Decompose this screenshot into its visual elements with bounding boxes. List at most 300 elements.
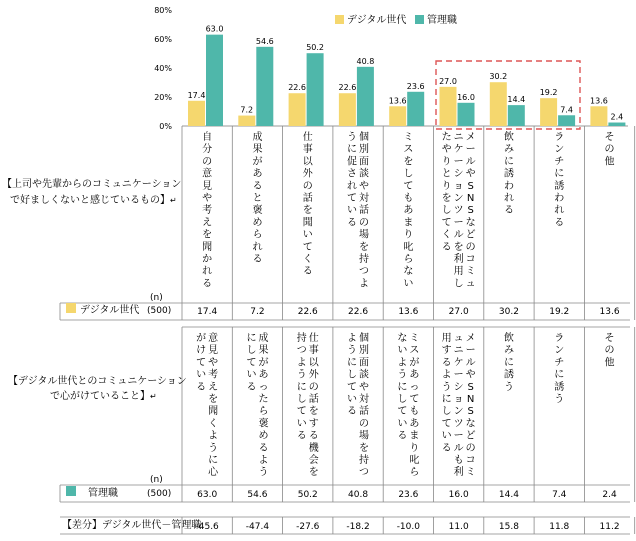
category-label-digital: 成 — [252, 132, 263, 143]
category-label-manager: 談 — [359, 369, 370, 381]
category-label-manager: る — [258, 442, 269, 454]
category-label-manager: み — [503, 345, 514, 357]
category-label-digital: 対 — [359, 193, 370, 204]
category-label-manager: る — [308, 430, 319, 442]
diff-row-value: -45.6 — [195, 522, 219, 532]
digital-row-value: 7.2 — [250, 307, 265, 317]
bar-manager — [256, 47, 273, 126]
category-label-digital: ミ — [403, 132, 414, 143]
category-label-digital: ル — [453, 229, 464, 241]
bar-manager — [458, 103, 475, 126]
category-label-digital: る — [347, 217, 358, 229]
category-label-manager: や — [465, 369, 476, 381]
category-label-manager: を — [208, 394, 219, 405]
category-label-digital: る — [503, 205, 514, 217]
manager-row-value: 40.8 — [348, 490, 369, 500]
category-label-digital: ン — [554, 144, 565, 156]
digital-row-n: (500) — [147, 306, 172, 316]
category-label-digital: り — [403, 229, 414, 241]
category-label-manager: ン — [453, 406, 464, 418]
category-label-digital: れ — [554, 205, 565, 217]
category-label-manager: 個 — [359, 333, 370, 344]
category-label-manager: ー — [453, 430, 464, 442]
manager-row-label: 管理職 — [88, 488, 118, 499]
digital-row-value: 13.6 — [599, 307, 620, 317]
manager-row-value: 63.0 — [197, 490, 218, 500]
manager-row-value: 16.0 — [448, 490, 469, 500]
bar-digital — [238, 116, 255, 126]
category-label-manager: あ — [258, 369, 269, 381]
category-label-digital: み — [503, 144, 514, 156]
category-label-digital: 話 — [302, 193, 313, 204]
category-label-manager: が — [196, 333, 207, 344]
category-label-digital: と — [441, 168, 452, 180]
category-label-digital: 褒 — [252, 205, 263, 217]
category-label-manager: あ — [409, 369, 420, 381]
category-label-manager: N — [466, 394, 475, 405]
category-label-digital: N — [466, 193, 475, 204]
category-label-manager: に — [554, 369, 565, 381]
category-label-manager: 以 — [308, 357, 319, 369]
category-label-digital: 個 — [359, 132, 370, 143]
section1-title-line1: 【上司や先輩からのコミュニケーション — [2, 179, 182, 190]
category-label-manager: に — [296, 381, 307, 393]
category-label-digital: 外 — [302, 168, 313, 180]
y-tick-label: 20% — [154, 93, 172, 102]
manager-row-n: (500) — [147, 489, 172, 499]
category-label-digital: な — [465, 217, 476, 229]
y-tick-label: 60% — [154, 35, 172, 44]
category-label-digital: ミ — [465, 266, 476, 278]
category-label-manager: 心 — [208, 467, 219, 479]
category-label-digital: る — [252, 254, 263, 265]
bar-label-digital: 17.4 — [187, 90, 206, 100]
diff-row-label: 【差分】デジタル世代－管理職 — [62, 520, 202, 531]
category-label-manager: す — [441, 345, 452, 357]
category-label-digital: 叱 — [403, 241, 414, 253]
category-label-digital: 談 — [359, 168, 370, 180]
digital-row-value: 13.6 — [398, 307, 419, 317]
category-label-manager: ル — [465, 357, 476, 369]
category-label-manager: 成 — [258, 333, 269, 344]
category-label-digital: め — [252, 217, 263, 229]
category-label-digital: 話 — [359, 205, 370, 217]
category-label-manager: 誘 — [554, 381, 565, 393]
manager-row-values — [197, 490, 617, 500]
category-label-manager: う — [208, 442, 219, 454]
category-label-manager: て — [397, 406, 408, 418]
category-label-manager: て — [347, 381, 358, 393]
category-label-digital: が — [252, 156, 263, 168]
category-label-digital: 面 — [359, 156, 370, 168]
manager-row-value: 23.6 — [398, 490, 419, 500]
category-label-manager: し — [397, 394, 408, 405]
category-label-manager: り — [409, 442, 420, 454]
category-label-manager: ラ — [554, 333, 565, 344]
category-label-manager: う — [296, 369, 307, 381]
category-label-digital: シ — [453, 168, 464, 180]
bar-label-digital: 22.6 — [338, 83, 357, 93]
category-label-digital: そ — [604, 132, 615, 143]
category-label-digital: る — [202, 278, 213, 290]
category-label-manager: て — [409, 394, 420, 405]
category-label-digital: る — [441, 241, 452, 253]
category-label-manager: 聞 — [208, 406, 219, 418]
category-label-digital: ツ — [453, 205, 464, 217]
category-label-digital: ョ — [453, 180, 464, 192]
category-label-digital: を — [359, 241, 370, 253]
category-label-digital: さ — [347, 168, 358, 180]
category-label-manager: る — [397, 430, 408, 442]
category-label-digital: に — [347, 144, 358, 156]
category-label-digital: 分 — [202, 144, 213, 156]
category-label-manager: の — [359, 418, 370, 430]
category-label-digital: 誘 — [503, 168, 514, 180]
category-label-manager: い — [441, 430, 452, 442]
category-label-digital: を — [302, 205, 313, 217]
bar-label-manager: 63.0 — [205, 24, 224, 34]
category-label-manager: よ — [208, 430, 219, 442]
category-label-manager: け — [196, 345, 207, 357]
category-label-manager: ス — [409, 345, 420, 357]
category-label-manager: よ — [397, 357, 408, 369]
category-label-manager: よ — [258, 455, 269, 466]
category-label-manager: る — [196, 381, 207, 393]
category-label-digital: わ — [554, 193, 565, 204]
category-label-manager: い — [246, 369, 257, 381]
category-label-manager: や — [208, 357, 219, 369]
category-label-digital: ル — [465, 156, 476, 168]
category-label-digital: を — [202, 229, 213, 241]
category-label-manager: 外 — [308, 369, 319, 381]
legend-swatch-manager — [415, 15, 424, 24]
legend-label-digital: デジタル世代 — [347, 15, 407, 26]
category-label-digital: 別 — [359, 144, 370, 156]
bar-digital — [188, 101, 205, 126]
bar-manager — [357, 67, 374, 126]
category-label-manager: に — [397, 381, 408, 393]
category-label-digital: に — [503, 156, 514, 168]
digital-row-value: 30.2 — [498, 307, 519, 317]
category-label-manager: し — [441, 406, 452, 418]
category-label-digital: く — [302, 254, 313, 265]
category-label-manager: い — [397, 418, 408, 430]
bar-label-manager: 16.0 — [457, 92, 475, 102]
category-label-digital: や — [202, 193, 213, 204]
category-label-digital: う — [347, 132, 358, 143]
legend — [335, 13, 457, 26]
category-label-manager: る — [441, 442, 452, 454]
bar-label-digital: 7.2 — [240, 105, 254, 115]
category-label-digital: い — [403, 278, 414, 290]
category-label-manager: 事 — [308, 345, 319, 357]
category-label-digital: 考 — [202, 205, 213, 217]
section1-return-mark: ↵ — [170, 196, 177, 205]
digital-category-grid — [60, 126, 635, 320]
category-label-manager: し — [296, 394, 307, 405]
category-label-manager: ン — [554, 345, 565, 357]
category-label-digital: よ — [359, 278, 370, 290]
category-label-manager: チ — [554, 357, 565, 369]
category-label-digital: も — [403, 193, 414, 204]
category-label-manager: を — [308, 467, 319, 479]
category-label-manager: っ — [258, 381, 269, 393]
category-label-digital: 意 — [202, 168, 213, 180]
category-label-manager: つ — [296, 345, 307, 357]
category-label-digital: 聞 — [302, 217, 313, 229]
y-tick-label: 0% — [159, 122, 172, 131]
category-label-manager: ど — [465, 430, 476, 442]
category-label-digital: あ — [252, 168, 263, 180]
category-label-digital: 以 — [302, 156, 313, 168]
digital-row-label: デジタル世代 — [80, 305, 140, 316]
category-label-manager: 話 — [359, 406, 370, 418]
category-label-digital: 見 — [202, 180, 213, 192]
category-label-manager: 話 — [308, 394, 319, 405]
category-label-manager: コ — [465, 455, 476, 466]
bar-label-manager: 54.6 — [255, 36, 274, 46]
category-label-digital: S — [467, 180, 474, 192]
category-label-manager: う — [554, 394, 565, 405]
category-label-digital: わ — [503, 180, 514, 192]
category-label-digital: チ — [554, 156, 565, 168]
category-label-digital: や — [465, 168, 476, 180]
category-label-digital: り — [441, 156, 452, 168]
bar-label-manager: 40.8 — [356, 56, 375, 66]
category-label-manager: ー — [465, 345, 476, 357]
bar-manager — [307, 53, 324, 126]
category-label-digital: を — [403, 156, 414, 168]
category-label-manager: 誘 — [503, 369, 514, 381]
manager-row-value: 54.6 — [247, 490, 268, 500]
category-label-digital: る — [554, 217, 565, 229]
category-label-manager: ミ — [465, 467, 476, 479]
diff-row-value: 11.2 — [599, 522, 620, 532]
category-label-manager: す — [308, 418, 319, 430]
category-label-digital: 用 — [453, 266, 464, 278]
bar-label-digital: 22.6 — [288, 83, 307, 93]
manager-row-swatch — [66, 486, 76, 496]
category-label-manager: る — [296, 430, 307, 442]
category-label-digital: つ — [359, 266, 370, 278]
category-label-manager: て — [296, 406, 307, 418]
bar-digital — [590, 106, 607, 126]
category-label-manager: に — [347, 357, 358, 369]
digital-row-value: 22.6 — [297, 307, 318, 317]
category-label-manager: 考 — [208, 369, 219, 381]
category-label-manager: う — [441, 381, 452, 393]
category-label-manager: め — [258, 430, 269, 442]
category-label-digital: の — [302, 180, 313, 192]
category-label-manager: 利 — [453, 467, 464, 479]
section2-title-line2 — [50, 390, 157, 402]
manager-category-grid — [60, 327, 635, 502]
category-label-digital: ま — [403, 217, 414, 229]
diff-row-value: 11.8 — [549, 522, 570, 532]
category-label-digital: え — [202, 217, 213, 229]
category-label-manager: 用 — [441, 333, 452, 344]
category-label-manager: の — [465, 442, 476, 454]
category-label-manager: 見 — [208, 345, 219, 357]
category-label-manager: 果 — [258, 345, 269, 357]
category-label-digital: れ — [202, 266, 213, 278]
y-tick-label: 40% — [154, 64, 172, 73]
category-label-digital: と — [252, 193, 263, 204]
category-label-manager: つ — [359, 467, 370, 479]
category-label-manager: を — [308, 406, 319, 418]
category-label-digital: し — [441, 205, 452, 217]
bar-digital — [389, 106, 406, 126]
category-label-manager: 機 — [308, 442, 319, 454]
category-label-digital: ー — [465, 144, 476, 156]
category-label-manager: ツ — [453, 418, 464, 430]
category-label-manager: ュ — [453, 333, 464, 344]
category-label-manager: し — [347, 369, 358, 381]
category-label-digital: コ — [465, 254, 476, 265]
bar-manager — [608, 123, 625, 126]
category-label-manager: て — [196, 357, 207, 369]
diff-row-value: -27.6 — [296, 522, 320, 532]
bar-label-manager: 7.4 — [560, 105, 573, 115]
category-label-manager: 対 — [359, 394, 370, 405]
category-label-manager: 他 — [604, 357, 615, 369]
category-label-digital: て — [441, 217, 452, 229]
category-label-manager: て — [441, 418, 452, 430]
bar-label-manager: 50.2 — [306, 43, 325, 53]
category-label-manager: う — [347, 345, 358, 357]
category-label-manager: ー — [453, 369, 464, 381]
category-label-digital: 事 — [302, 144, 313, 156]
n-label-1: (n) — [150, 293, 163, 303]
n-label-2: (n) — [150, 475, 163, 485]
category-label-manager: ケ — [453, 357, 464, 369]
category-label-digital: れ — [347, 180, 358, 192]
bar-digital — [289, 93, 306, 126]
category-label-manager: い — [296, 418, 307, 430]
manager-row-value: 14.4 — [498, 490, 519, 500]
digital-row-values — [197, 307, 620, 317]
category-label-manager: S — [467, 406, 474, 418]
category-label-manager: う — [503, 381, 514, 393]
category-label-digital: て — [302, 241, 313, 253]
category-label-manager: ル — [453, 442, 464, 454]
category-label-digital: れ — [252, 241, 263, 253]
category-label-manager: っ — [409, 381, 420, 393]
category-label-digital: れ — [503, 193, 514, 204]
category-label-manager: ら — [409, 467, 420, 479]
category-label-manager: 別 — [359, 345, 370, 357]
manager-row-value: 2.4 — [602, 490, 617, 500]
bar-manager — [508, 105, 525, 126]
diff-row-value: -47.4 — [245, 522, 270, 532]
category-label-manager: 飲 — [503, 333, 514, 344]
bar-label-manager: 14.4 — [507, 95, 526, 105]
category-label-manager: な — [465, 418, 476, 430]
category-label-digital: て — [403, 180, 414, 192]
category-label-digital: し — [403, 168, 414, 180]
category-label-manager: あ — [409, 418, 420, 430]
category-label-digital: く — [441, 229, 452, 241]
category-label-digital: メ — [465, 132, 476, 143]
category-label-manager: よ — [441, 369, 452, 381]
category-label-digital: の — [202, 156, 213, 168]
category-label-digital: 促 — [347, 156, 358, 168]
digital-row-value: 22.6 — [348, 307, 369, 317]
category-label-manager: ョ — [453, 394, 464, 405]
category-label-digital: 持 — [359, 254, 370, 265]
category-label-manager: し — [246, 345, 257, 357]
category-label-manager: ミ — [409, 333, 420, 344]
category-label-manager: 面 — [359, 357, 370, 369]
category-label-manager: S — [467, 381, 474, 393]
category-label-digital: ど — [465, 229, 476, 241]
category-label-manager: メ — [465, 333, 476, 344]
bar-label-digital: 19.2 — [539, 88, 558, 98]
category-label-digital: 場 — [359, 229, 370, 241]
category-label-manager: 褒 — [258, 418, 269, 430]
category-label-manager: に — [503, 357, 514, 369]
bar-manager — [558, 115, 575, 126]
bar-label-digital: 27.0 — [439, 76, 457, 86]
category-label-digital: る — [252, 180, 263, 192]
category-label-manager: 場 — [359, 430, 370, 442]
category-label-digital: ら — [403, 254, 414, 265]
diff-row-value: -10.0 — [396, 522, 420, 532]
category-label-digital: ー — [453, 217, 464, 229]
category-label-digital: し — [453, 278, 464, 290]
bar-manager — [206, 35, 223, 126]
category-label-manager: 持 — [296, 333, 307, 344]
category-label-digital: 仕 — [302, 132, 313, 143]
category-label-digital: た — [441, 132, 452, 143]
diff-row-value: -18.2 — [346, 522, 370, 532]
category-label-manager: 叱 — [409, 455, 420, 466]
manager-row-value: 7.4 — [552, 490, 567, 500]
bar-label-manager: 23.6 — [406, 81, 425, 91]
legend-label-manager: 管理職 — [427, 15, 457, 26]
category-label-digital: か — [202, 254, 213, 265]
category-label-digital: ー — [453, 156, 464, 168]
digital-row-value: 19.2 — [549, 307, 570, 317]
category-label-digital: 果 — [252, 144, 263, 156]
category-label-manager: 会 — [308, 455, 319, 466]
category-label-manager: が — [409, 357, 420, 369]
category-label-manager: ニ — [453, 345, 464, 357]
category-label-manager: く — [208, 418, 219, 430]
category-label-manager: そ — [604, 333, 615, 344]
category-label-digital: ュ — [465, 278, 476, 290]
category-label-digital: や — [441, 144, 452, 156]
category-label-digital: に — [554, 168, 565, 180]
section1-title-line2 — [10, 193, 177, 206]
bar-label-digital: 13.6 — [589, 96, 608, 106]
category-label-digital: の — [604, 144, 615, 156]
category-label-manager: ら — [258, 406, 269, 418]
bar-digital — [440, 87, 457, 126]
digital-row-value: 27.0 — [448, 307, 469, 317]
category-label-digital: な — [403, 266, 414, 278]
category-label-manager: た — [258, 394, 269, 405]
category-label-manager: ま — [409, 430, 420, 442]
category-label-manager: る — [441, 357, 452, 369]
category-label-digital: 誘 — [554, 180, 565, 192]
category-label-digital: ケ — [453, 144, 464, 156]
category-label-manager: い — [347, 394, 358, 405]
bar-manager — [407, 92, 424, 126]
category-label-digital: り — [441, 180, 452, 192]
category-label-digital: ン — [453, 193, 464, 204]
bar-label-digital: 13.6 — [388, 96, 407, 106]
